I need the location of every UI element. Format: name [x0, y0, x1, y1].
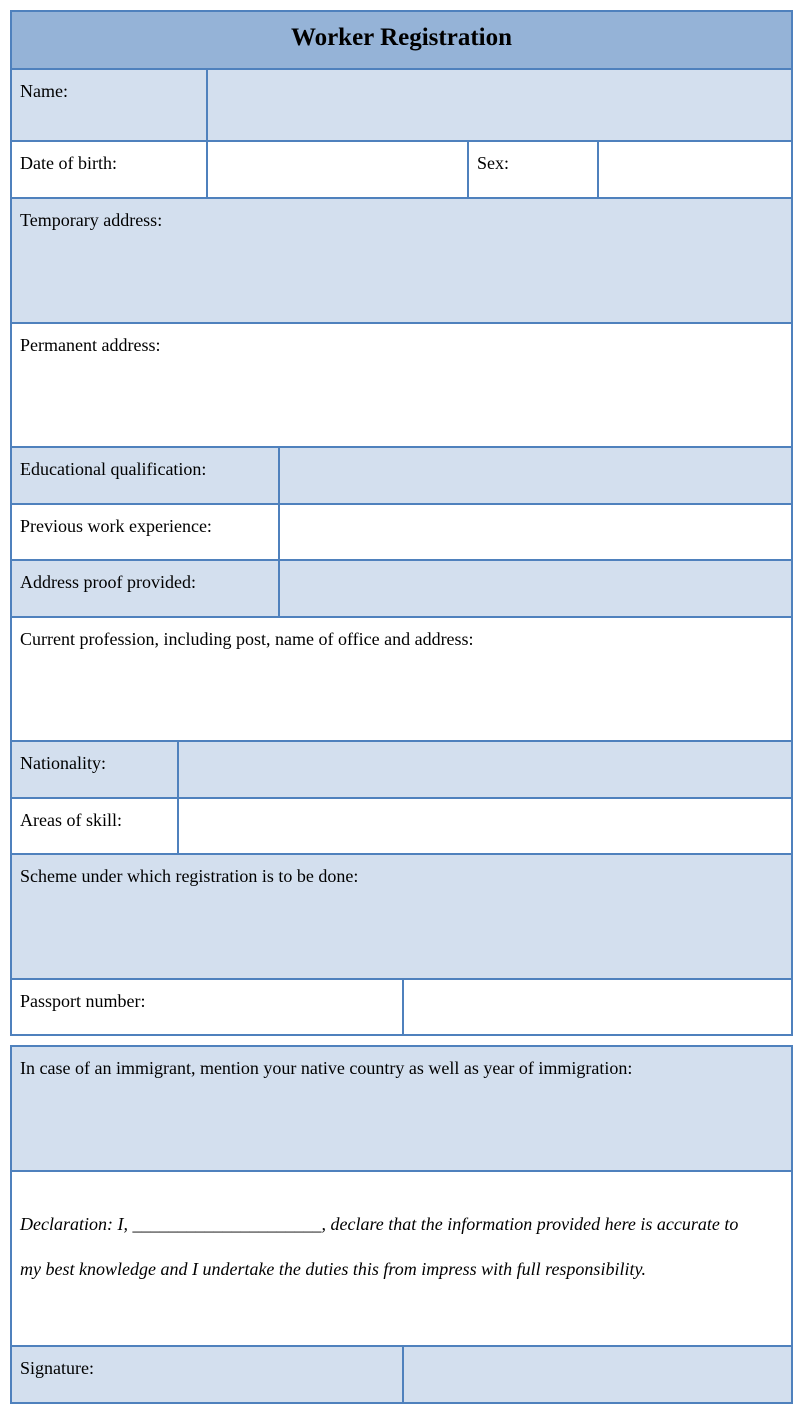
address-proof-field[interactable] — [278, 561, 791, 616]
passport-field[interactable] — [402, 980, 791, 1034]
education-field[interactable] — [278, 448, 791, 503]
form-title: Worker Registration — [290, 24, 513, 51]
immigrant-label: In case of an immigrant, mention your native country as well as year of immigration: — [20, 1058, 633, 1078]
sex-label: Sex: — [477, 153, 510, 173]
declaration-text: Declaration: I, _____________________, declare that the information provided here is accurate to my best knowledge and I undertake the duties this from impress with full responsibility. — [20, 1214, 739, 1279]
nationality-field[interactable] — [177, 742, 791, 797]
name-row — [12, 70, 791, 142]
declaration-table — [10, 1045, 793, 1404]
address-proof-row — [12, 561, 791, 618]
name-label: Name: — [20, 81, 68, 101]
declaration-name-blank[interactable]: _____________________ — [132, 1214, 322, 1234]
education-row — [12, 448, 791, 505]
address-proof-label: Address proof provided: — [20, 572, 196, 592]
form-header — [12, 12, 791, 70]
registration-table — [10, 10, 793, 1036]
signature-row — [12, 1347, 791, 1402]
dob-label: Date of birth: — [20, 153, 117, 173]
passport-row — [12, 980, 791, 1034]
nationality-row — [12, 742, 791, 799]
skills-row — [12, 799, 791, 855]
education-label: Educational qualification: — [20, 459, 207, 479]
scheme-label: Scheme under which registration is to be done: — [20, 866, 359, 886]
skills-field[interactable] — [177, 799, 791, 853]
current-profession-field[interactable] — [12, 618, 791, 742]
signature-field[interactable] — [402, 1347, 791, 1402]
name-field[interactable] — [206, 70, 791, 140]
nationality-label: Nationality: — [20, 753, 106, 773]
signature-label: Signature: — [20, 1358, 94, 1378]
passport-label: Passport number: — [20, 991, 146, 1011]
declaration-row — [12, 1172, 791, 1347]
dob-sex-row — [12, 142, 791, 199]
experience-label: Previous work experience: — [20, 516, 212, 536]
temporary-address-label: Temporary address: — [20, 210, 163, 230]
current-profession-label: Current profession, including post, name of office and address: — [20, 629, 474, 649]
permanent-address-field[interactable] — [12, 324, 791, 448]
experience-field[interactable] — [278, 505, 791, 559]
skills-label: Areas of skill: — [20, 810, 122, 830]
dob-field[interactable] — [206, 142, 467, 197]
scheme-field[interactable] — [12, 855, 791, 980]
permanent-address-label: Permanent address: — [20, 335, 161, 355]
immigrant-field[interactable] — [12, 1047, 791, 1172]
sex-field[interactable] — [597, 142, 791, 197]
experience-row — [12, 505, 791, 561]
temporary-address-field[interactable] — [12, 199, 791, 324]
